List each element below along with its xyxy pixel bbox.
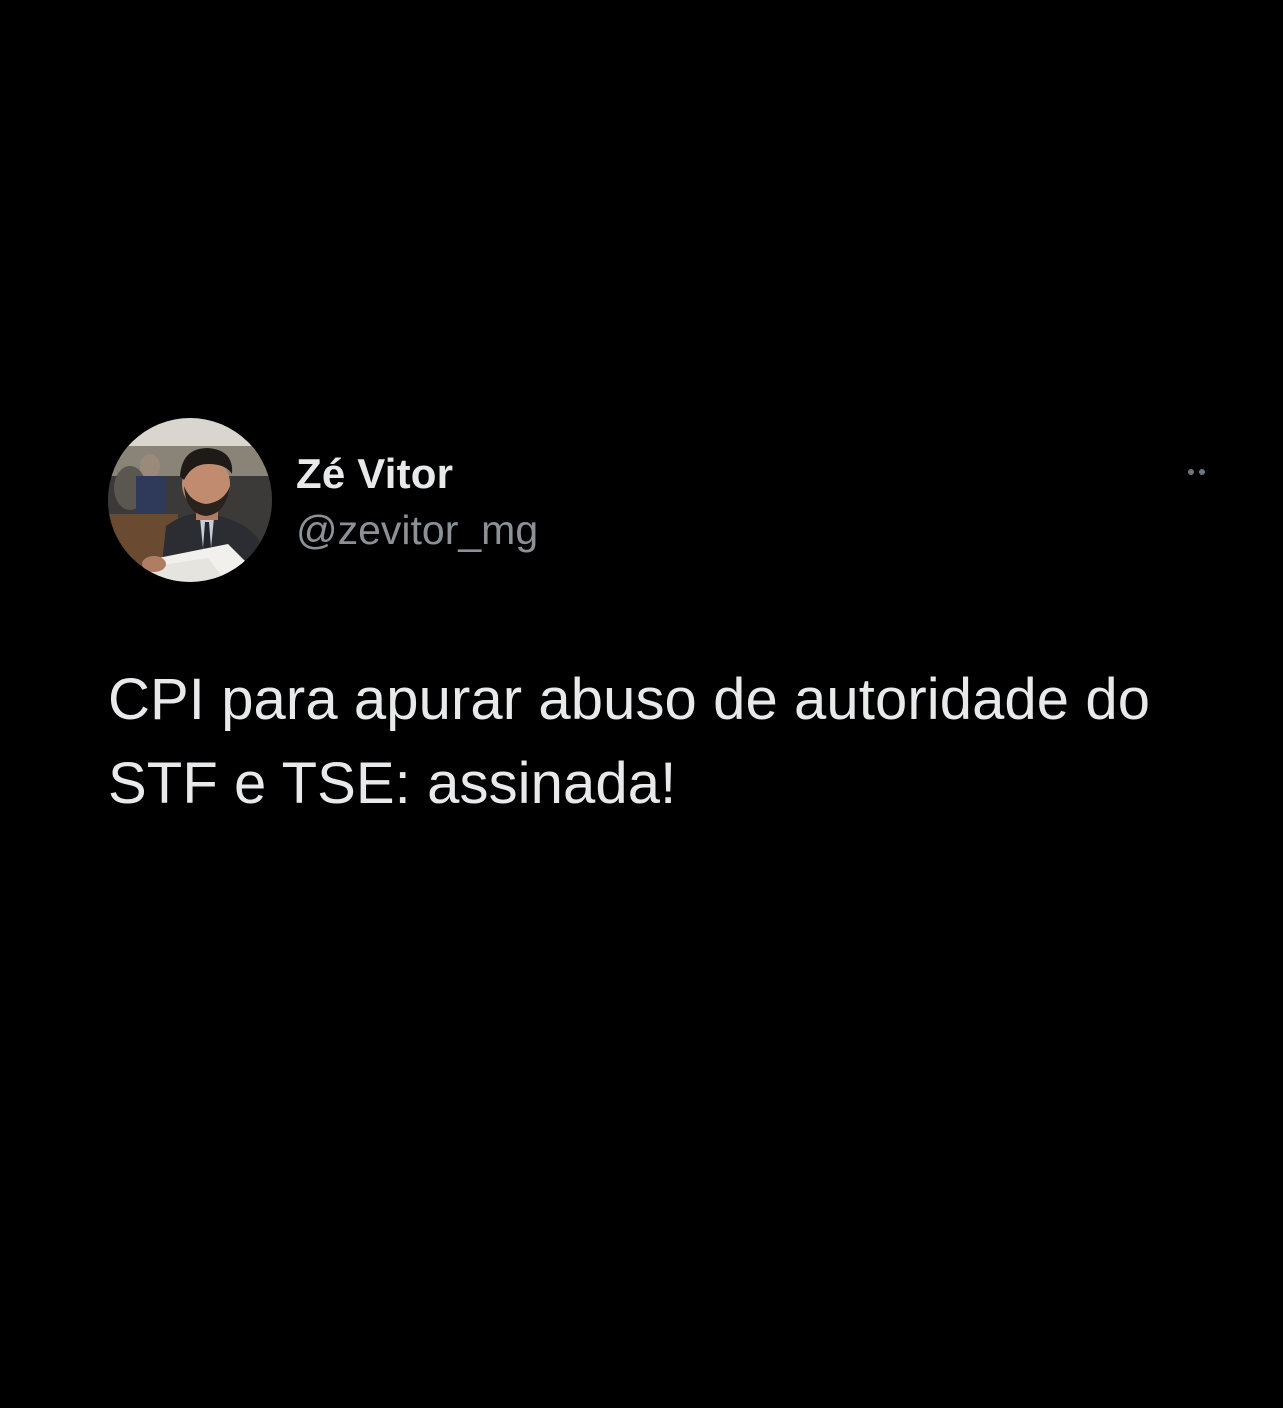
- more-options-button[interactable]: [1176, 462, 1216, 482]
- profile-photo-icon: [108, 418, 272, 582]
- tweet-header: [108, 418, 1228, 582]
- display-name[interactable]: Zé Vitor: [296, 450, 454, 497]
- author-identity: [296, 448, 538, 556]
- user-handle[interactable]: @zevitor_mg: [296, 507, 539, 553]
- more-horizontal-icon: [1188, 469, 1194, 475]
- avatar[interactable]: [108, 418, 272, 582]
- tweet-text: CPI para apurar abuso de autoridade do STF e TSE: assinada!: [108, 667, 1151, 816]
- more-horizontal-icon-dot: [1199, 469, 1205, 475]
- tweet-card: [108, 418, 1228, 826]
